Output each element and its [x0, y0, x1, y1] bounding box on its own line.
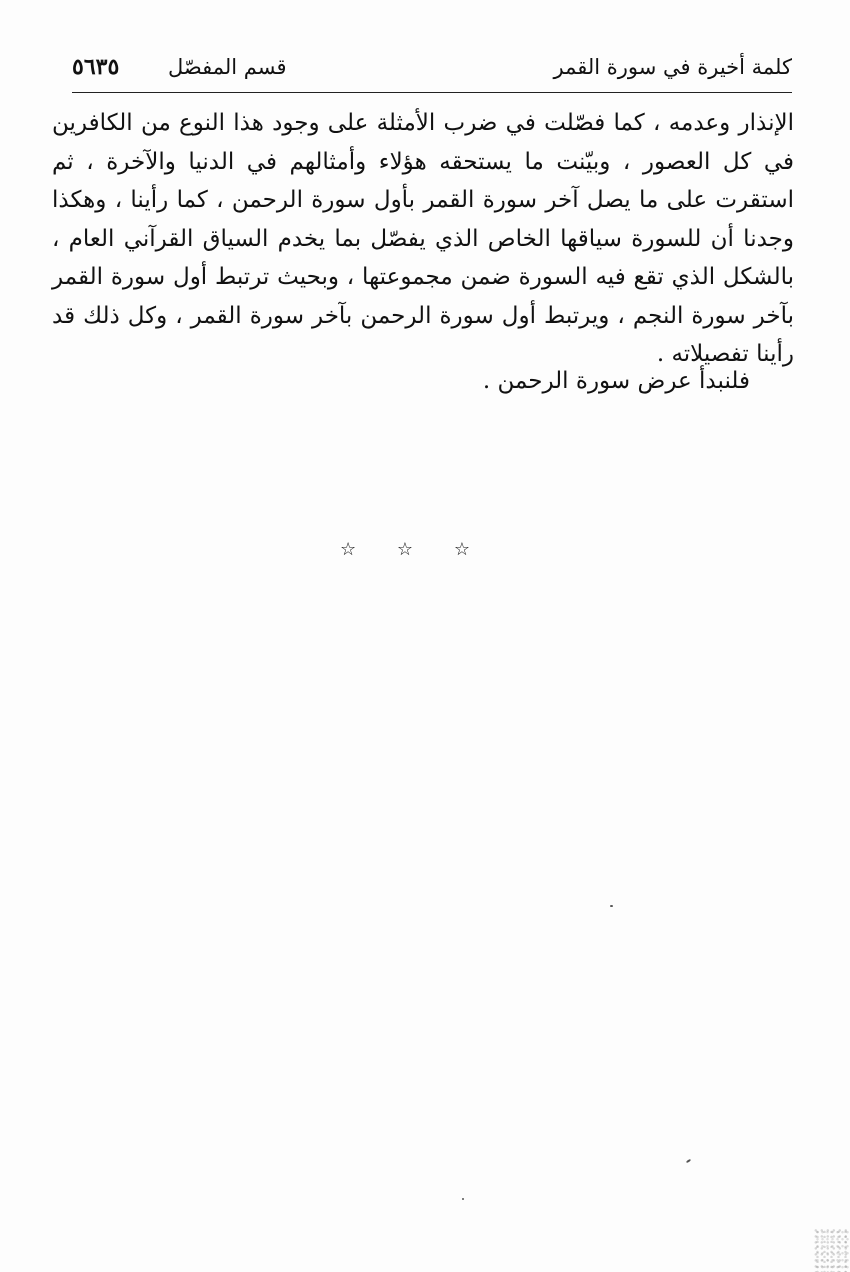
section-title: قسم المفصّل [168, 55, 287, 79]
running-header [72, 52, 792, 88]
star-icon: ☆ [340, 539, 357, 560]
section-separator [340, 538, 470, 562]
chapter-title: كلمة أخيرة في سورة القمر [553, 55, 792, 79]
star-icon: ☆ [396, 539, 414, 560]
scan-noise [814, 1228, 850, 1272]
scan-speck [462, 1198, 464, 1200]
body-paragraph: الإنذار وعدمه ، كما فصّلت في ضرب الأمثلة على وجود هذا النوع من الكافرين في كل العصور ، وبيّنت ما يستحقه هؤلاء وأمثالهم في الدنيا والآخرة ، ثم استقرت على ما يصل آخر سورة القمر بأول سورة الرحمن ، كما رأينا ، وهكذا وجدنا أن للسورة سياقها الخاص الذي يفصّل بما يخدم السياق القرآني العام ، بالشكل الذي تقع فيه السورة ضمن مجموعتها ، وبحيث ترتبط أول سورة القمر بآخر سورة النجم ، ويرتبط أول سورة الرحمن بآخر سورة القمر ، وكل ذلك قد رأينا تفصيلاته . [52, 110, 794, 367]
scan-speck [610, 905, 613, 907]
header-divider [72, 92, 792, 93]
scan-speck [686, 1159, 691, 1164]
closing-line: فلنبدأ عرض سورة الرحمن . [482, 368, 750, 394]
star-icon: ☆ [453, 539, 470, 560]
page-number: ٥٦٣٥ [72, 54, 120, 80]
